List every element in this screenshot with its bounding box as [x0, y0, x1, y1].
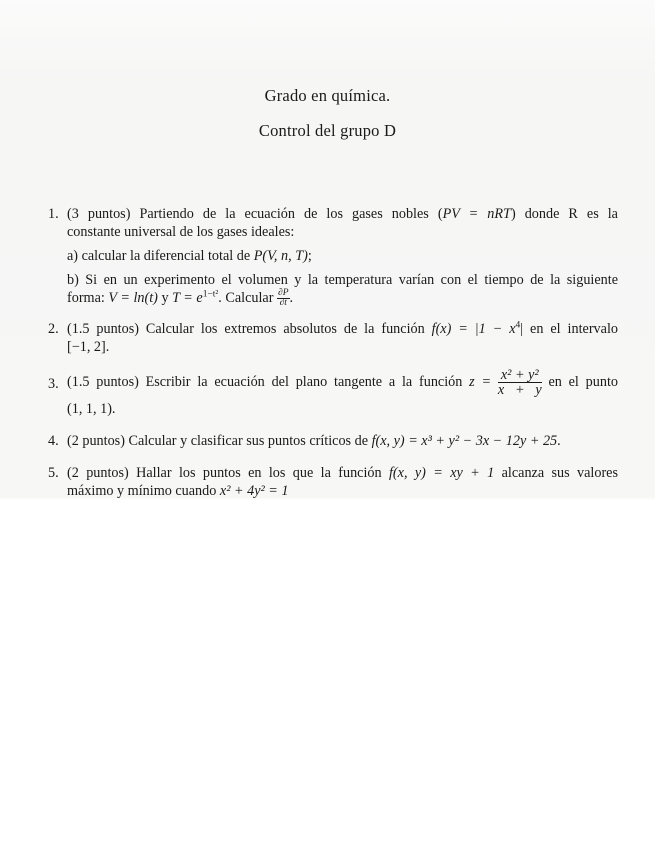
page-subtitle: Control del grupo D — [258, 121, 397, 140]
problem-number: 5. — [48, 465, 59, 482]
problem-2-line2: [−1, 2]. — [67, 339, 110, 356]
tangent-plane-fraction: $\frac{\text{x² + y²}}{x + y}$ — [497, 367, 542, 399]
page-title: Grado en química. — [264, 86, 391, 105]
problem-5-line1: (2 puntos) Hallar los puntos en los que la función f(x, y) = xy + 1 alcanza sus valores — [67, 465, 618, 482]
problem-1-part-b-line2: forma: V = ln(t) y $T = e^{1-t^2}$. Calcular $\frac{\partial P}{\partial t}$ . — [67, 288, 294, 309]
problem-number: 1. — [48, 206, 59, 222]
problem-3-line1: (1.5 puntos) Escribir la ecuación del plano tangente a la función z = $\frac{\text{x² + y²}}{x + y}$ en el punto — [67, 367, 618, 399]
problem-4 — [48, 432, 618, 450]
problem-5 — [48, 464, 618, 500]
problem-1 — [48, 205, 618, 308]
problem-4-line1: (2 puntos) Calcular y clasificar sus puntos críticos de f(x, y) = x³ + y² − 3x − 12y + 25. — [67, 433, 561, 450]
problem-2 — [48, 320, 618, 356]
problem-number: 4. — [48, 433, 59, 450]
partial-derivative-fraction: $\frac{\partial P}{\partial t}$ — [278, 288, 289, 309]
blank-area — [0, 500, 655, 848]
problem-list — [48, 205, 618, 500]
problem-3 — [48, 366, 618, 418]
problem-5-line2: máximo y mínimo cuando x² + 4y² = 1 — [67, 483, 289, 500]
problem-1-part-b-line1: b) Si en un experimento el volumen y la temperatura varían con el tiempo de la siguiente — [67, 272, 618, 288]
problem-number: 3. — [48, 376, 59, 393]
problem-3-line2: (1, 1, 1). — [67, 401, 116, 418]
problem-number: 2. — [48, 321, 59, 338]
problem-1-line2: constante universal de los gases ideales: — [67, 224, 295, 240]
problem-2-line1: (1.5 puntos) Calcular los extremos absolutos de la función $f(x) = |1 - x^4|$ en el intervalo — [67, 320, 618, 338]
problem-1-line1: (3 puntos) Partiendo de la ecuación de los gases nobles (PV = nRT) donde R es la — [67, 206, 618, 222]
problem-1-part-a: a) calcular la diferencial total de P(V, n, T); — [67, 248, 312, 264]
